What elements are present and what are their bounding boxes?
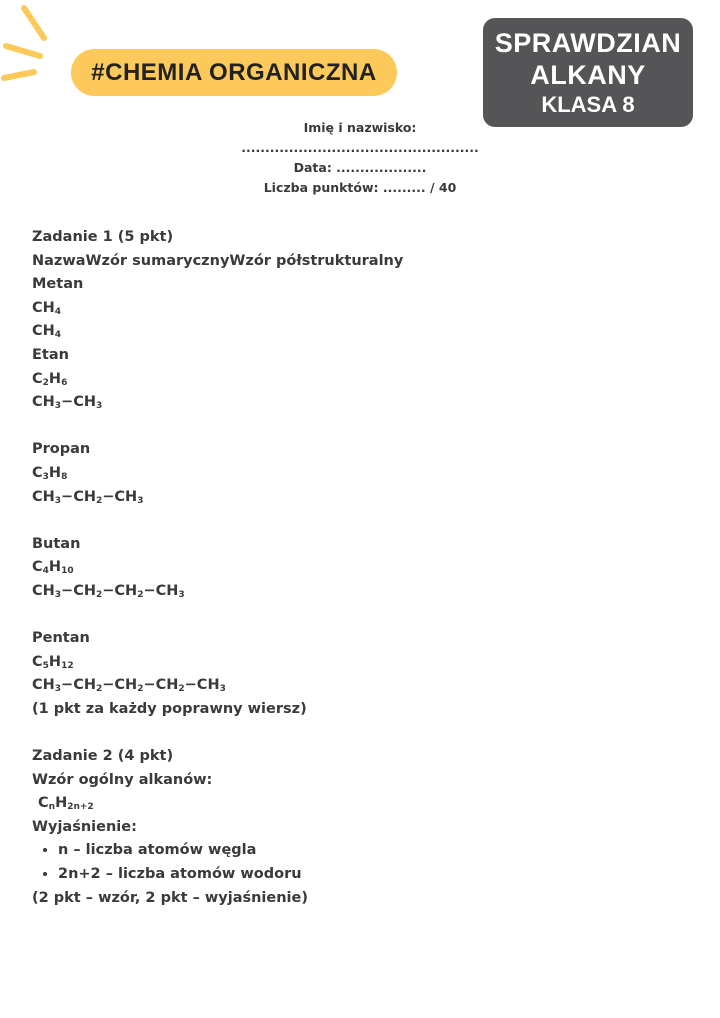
structural-formula: $CH_4$ bbox=[32, 323, 62, 341]
general-formula: $C_nH_{2n+2}$ bbox=[38, 795, 94, 813]
task-2-title: Zadanie 2 (4 pkt) bbox=[32, 748, 174, 765]
explanation-label: Wyjaśnienie: bbox=[32, 818, 137, 835]
formula-label: Wzór ogólny alkanów: bbox=[32, 771, 213, 788]
summary-formula: $CH_4$ bbox=[32, 299, 62, 317]
badge-line-3: KLASA 8 bbox=[541, 91, 635, 117]
alkane-name: Propan bbox=[32, 441, 91, 458]
task-1-headers: NazwaWzór sumarycznyWzór półstrukturalny bbox=[32, 252, 404, 269]
task-1-title: Zadanie 1 (5 pkt) bbox=[32, 229, 174, 245]
subject-tag bbox=[71, 49, 397, 96]
explanation-item: • n – liczba atomów węgla bbox=[58, 839, 692, 863]
task-1-rows bbox=[32, 273, 692, 698]
subject-tag-text: #CHEMIA ORGANICZNA bbox=[91, 58, 377, 86]
explanation-list bbox=[32, 839, 692, 886]
alkane-name: Metan bbox=[32, 276, 84, 293]
date-field[interactable]: Data: ................... bbox=[293, 160, 427, 175]
alkane-name: Etan bbox=[32, 346, 69, 363]
structural-formula: $CH_3-CH_3$ bbox=[32, 394, 103, 412]
name-field[interactable]: Imię i nazwisko: .................................................. bbox=[241, 120, 479, 155]
alkane-name: Pentan bbox=[32, 630, 90, 647]
badge-line-1: SPRAWDZIAN bbox=[494, 27, 682, 58]
task-2-note: (2 pkt – wzór, 2 pkt – wyjaśnienie) bbox=[32, 889, 308, 906]
summary-formula: $C_5H_{12}$ bbox=[32, 653, 74, 671]
test-content bbox=[32, 226, 692, 910]
alkane-name: Butan bbox=[32, 535, 81, 552]
structural-formula: $CH_3-CH_2-CH_2-CH_3$ bbox=[32, 582, 185, 600]
task-1-note: (1 pkt za każdy poprawny wiersz) bbox=[32, 700, 307, 717]
points-field[interactable]: Liczba punktów: ......... / 40 bbox=[263, 180, 457, 195]
student-info bbox=[200, 118, 520, 198]
sun-rays-decoration bbox=[0, 0, 70, 100]
summary-formula: $C_4H_{10}$ bbox=[32, 559, 74, 577]
summary-formula: $C_3H_8$ bbox=[32, 464, 68, 482]
badge-line-2: ALKANY bbox=[530, 60, 646, 91]
structural-formula: $CH_3-CH_2-CH_3$ bbox=[32, 488, 144, 506]
summary-formula: $C_2H_6$ bbox=[32, 370, 68, 388]
structural-formula: $CH_3-CH_2-CH_2-CH_2-CH_3$ bbox=[32, 677, 226, 695]
test-badge bbox=[483, 18, 693, 127]
explanation-item: • 2n+2 – liczba atomów wodoru bbox=[58, 863, 692, 887]
